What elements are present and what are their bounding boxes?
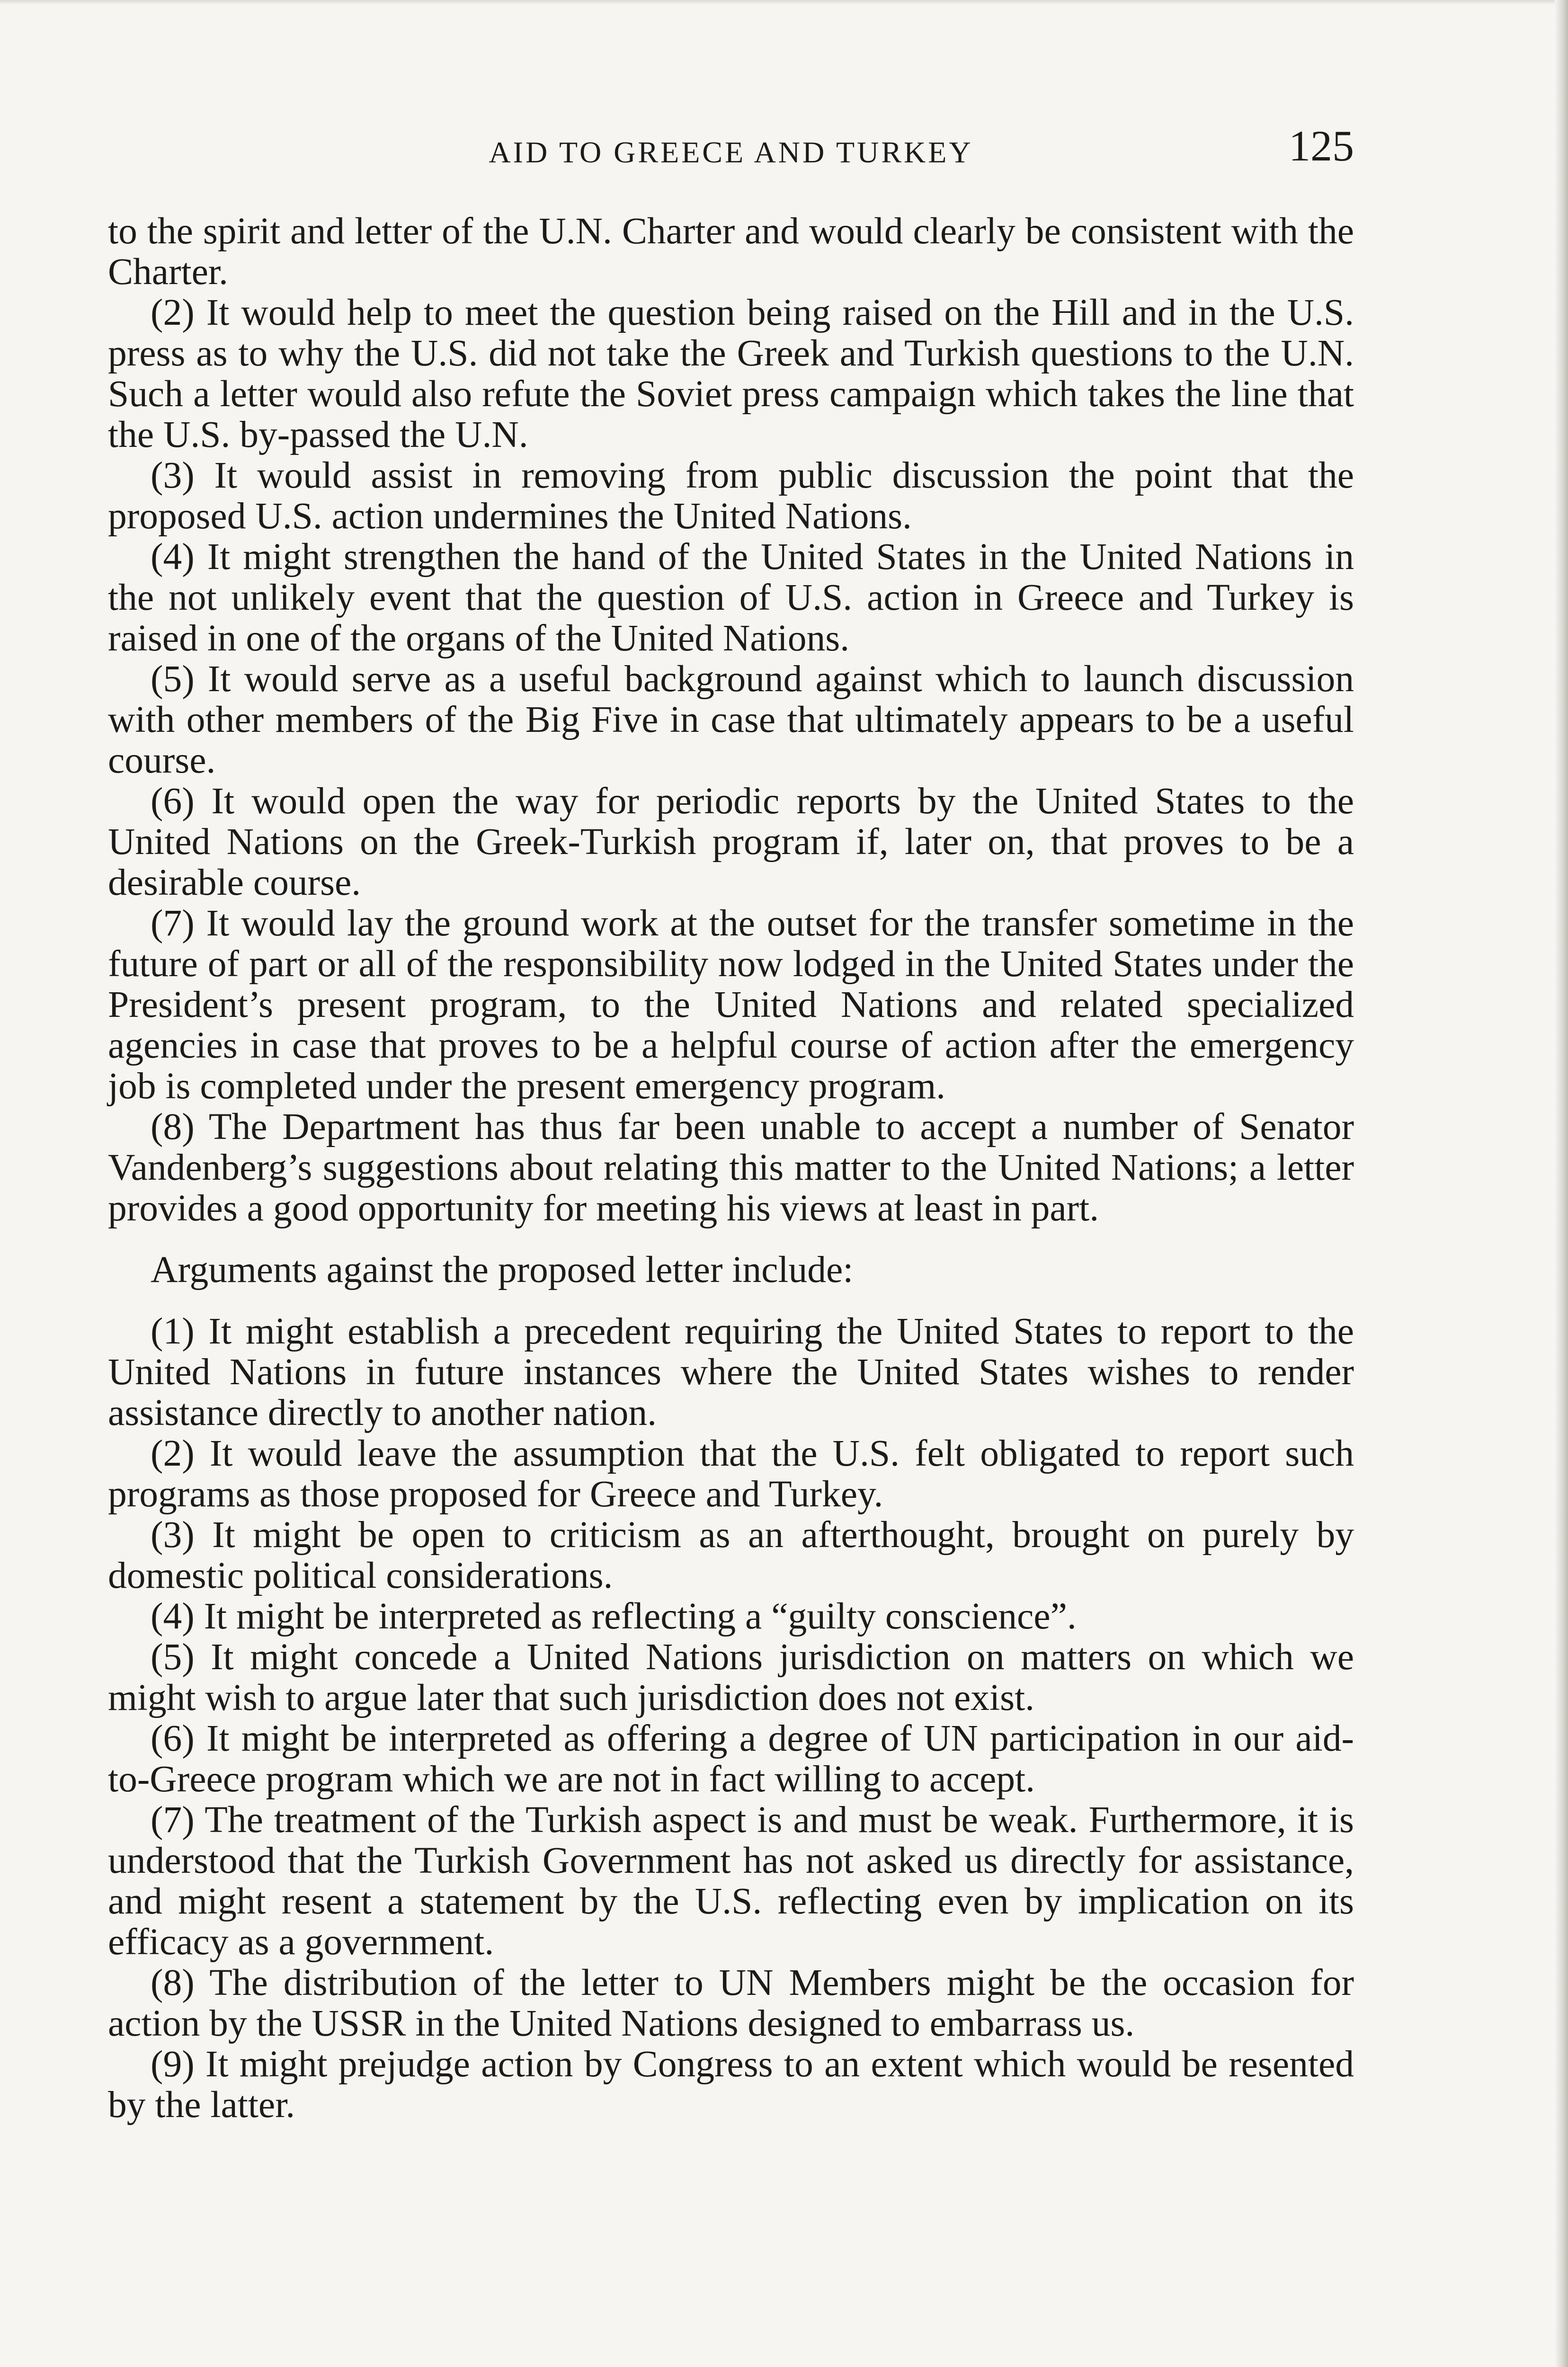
body-text <box>108 211 1354 2125</box>
page-header <box>108 121 1354 173</box>
pro-argument-7: (7) It would lay the ground work at the outset for the transfer sometime in the future of part or all of the responsibility now lodged in the United States under the President’s present program, to the United Nations and related specialized agencies in case that proves to be a helpful course of action after the emergency job is completed under the present emergency program. <box>108 902 1354 1107</box>
con-argument-1: (1) It might establish a precedent requiring the United States to report to the United Nations in future instances where the United States wishes to render assistance directly to another nation. <box>108 1310 1354 1433</box>
running-head: AID TO GREECE AND TURKEY <box>489 135 973 169</box>
page-number: 125 <box>1289 122 1354 170</box>
page-top-edge <box>0 0 1568 5</box>
con-argument-3: (3) It might be open to criticism as an afterthought, brought on purely by domestic political considerations. <box>108 1514 1354 1596</box>
con-argument-8: (8) The distribution of the letter to UN Members might be the occasion for action by the USSR in the United Nations designed to embarrass us. <box>108 1962 1354 2044</box>
against-intro: Arguments against the proposed letter include: <box>151 1249 854 1290</box>
con-argument-6: (6) It might be interpreted as offering a degree of UN participation in our aid-to-Greece program which we are not in fact willing to accept. <box>108 1717 1354 1800</box>
pro-argument-8: (8) The Department has thus far been unable to accept a number of Senator Vandenberg’s suggestions about relating this matter to the United Nations; a letter provides a good opportunity for meeting his views at least in part. <box>108 1106 1354 1229</box>
con-argument-4: (4) It might be interpreted as reflecting a “guilty conscience”. <box>151 1595 1077 1637</box>
con-argument-2: (2) It would leave the assumption that the U.S. felt obligated to report such programs as those proposed for Greece and Turkey. <box>108 1433 1354 1515</box>
pro-argument-4: (4) It might strengthen the hand of the United States in the United Nations in the not unlikely event that the question of U.S. action in Greece and Turkey is raised in one of the organs of the United Nations. <box>108 536 1354 659</box>
con-argument-5: (5) It might concede a United Nations jurisdiction on matters on which we might wish to argue later that such jurisdiction does not exist. <box>108 1636 1354 1718</box>
continued-paragraph: to the spirit and letter of the U.N. Charter and would clearly be consistent with the Charter. <box>108 210 1354 293</box>
pro-argument-6: (6) It would open the way for periodic reports by the United States to the United Nations on the Greek-Turkish program if, later on, that proves to be a desirable course. <box>108 780 1354 903</box>
pro-argument-5: (5) It would serve as a useful background against which to launch discussion with other members of the Big Five in case that ultimately appears to be a useful course. <box>108 658 1354 781</box>
con-argument-7: (7) The treatment of the Turkish aspect is and must be weak. Furthermore, it is understood that the Turkish Government has not asked us directly for assistance, and might resent a statement by the U.S. reflecting even by implication on its efficacy as a government. <box>108 1799 1354 1963</box>
page-right-edge <box>1555 0 1568 2367</box>
pro-argument-2: (2) It would help to meet the question being raised on the Hill and in the U.S. press as to why the U.S. did not take the Greek and Turkish questions to the U.N. Such a letter would also refute the Soviet press campaign which takes the line that the U.S. by-passed the U.N. <box>108 292 1354 455</box>
pro-argument-3: (3) It would assist in removing from public discussion the point that the proposed U.S. action undermines the United Nations. <box>108 454 1354 537</box>
con-argument-9: (9) It might prejudge action by Congress to an extent which would be resented by the latter. <box>108 2043 1354 2126</box>
